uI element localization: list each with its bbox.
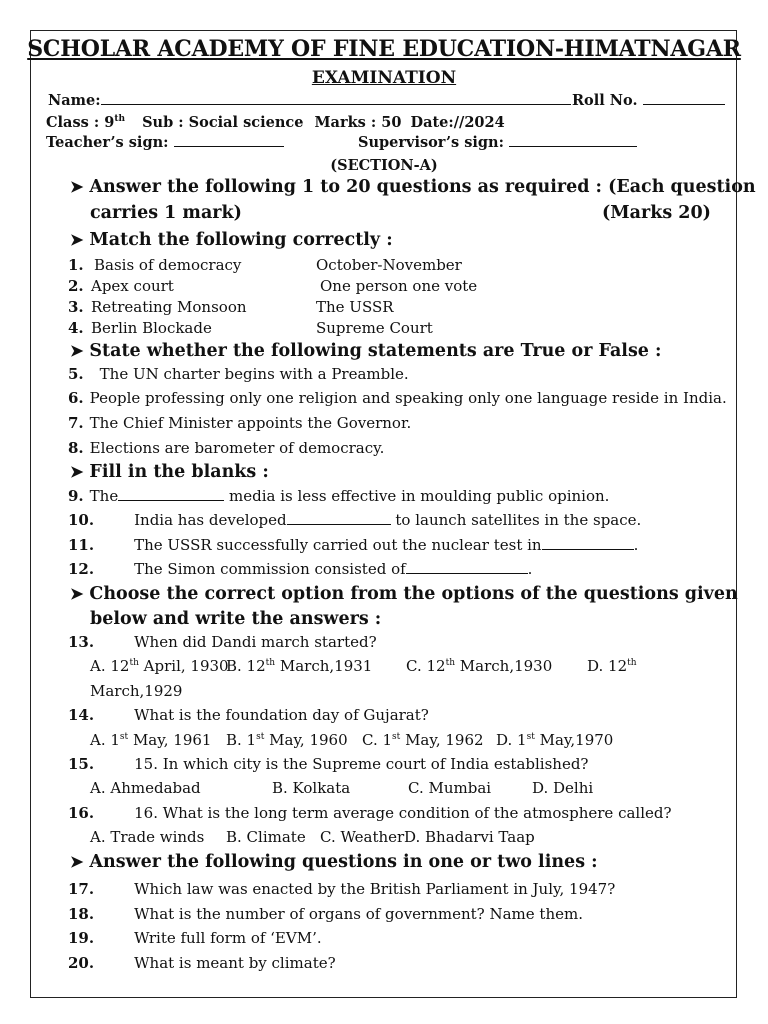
question-16: 16. 16. What is the long term average condition of the atmosphere called? xyxy=(68,804,672,822)
question-6: 6. People professing only one religion and speaking only one language reside in India. xyxy=(68,389,727,407)
arrow-icon: ➤ xyxy=(70,341,84,360)
section-label: (SECTION-A) xyxy=(330,157,438,174)
arrow-icon: ➤ xyxy=(70,462,84,481)
q16-option-a: A. Trade winds xyxy=(90,828,205,846)
q13-option-b: B. 12th March,1931 xyxy=(226,657,373,675)
q13-option-d-cont: March,1929 xyxy=(90,682,183,700)
instruction-choose: ➤ Choose the correct option from the options of the questions given xyxy=(70,584,738,604)
question-20: 20. What is meant by climate? xyxy=(68,954,336,972)
question-19: 19. Write full form of ‘EVM’. xyxy=(68,929,322,947)
instruction-choose-2: below and write the answers : xyxy=(90,609,382,629)
match-row: 4. xyxy=(68,319,84,337)
arrow-icon: ➤ xyxy=(70,230,84,249)
teacher-sign xyxy=(46,134,284,151)
name-blank xyxy=(101,93,571,105)
q13-option-c: C. 12th March,1930 xyxy=(406,657,553,675)
marks-label: Marks : 50 xyxy=(314,114,402,131)
date-label: Date://2024 xyxy=(410,114,505,131)
instruction-main-2: carries 1 mark) xyxy=(90,203,242,223)
question-8: 8. Elections are barometer of democracy. xyxy=(68,439,385,457)
match-right: Supreme Court xyxy=(316,319,433,337)
class-line: Class : 9th Sub : Social science Marks : 50 Date://2024 xyxy=(46,114,505,131)
match-row: 1. xyxy=(68,256,84,274)
arrow-icon: ➤ xyxy=(70,177,84,196)
q13-option-d: D. 12th xyxy=(587,657,637,675)
match-left: Retreating Monsoon xyxy=(91,298,247,316)
roll-blank xyxy=(643,93,725,105)
q15-option-a: A. Ahmedabad xyxy=(90,779,201,797)
subject-label: Sub : Social science xyxy=(142,114,304,131)
question-15: 15. 15. In which city is the Supreme court of India established? xyxy=(68,755,589,773)
question-17: 17. Which law was enacted by the British Parliament in July, 1947? xyxy=(68,880,616,898)
instruction-marks: (Marks 20) xyxy=(602,203,711,223)
class-label: Class : 9 xyxy=(46,114,115,131)
q14-option-b: B. 1st May, 1960 xyxy=(226,731,348,749)
question-18: 18. What is the number of organs of government? Name them. xyxy=(68,905,583,923)
question-14: 14. What is the foundation day of Gujarat? xyxy=(68,706,429,724)
question-12: 12. The Simon commission consisted of . xyxy=(68,560,533,578)
instruction-fill: ➤ Fill in the blanks : xyxy=(70,462,269,482)
match-right: The USSR xyxy=(316,298,394,316)
match-left: Berlin Blockade xyxy=(91,319,212,337)
supervisor-sign xyxy=(358,134,637,151)
roll-label: Roll No. xyxy=(572,92,638,109)
roll-field xyxy=(572,92,725,109)
question-10: 10. India has developed to launch satellites in the space. xyxy=(68,511,642,529)
match-right: One person one vote xyxy=(320,277,478,295)
q16-option-d: D. Bhadarvi Taap xyxy=(404,828,535,846)
q16-option-c: C. Weather xyxy=(320,828,405,846)
question-5: 5. The UN charter begins with a Preamble. xyxy=(68,365,409,383)
teacher-sign-label: Teacher’s sign: xyxy=(46,134,169,151)
supervisor-sign-blank xyxy=(509,135,637,147)
teacher-sign-blank xyxy=(174,135,284,147)
q14-option-d: D. 1st May,1970 xyxy=(496,731,614,749)
q16-option-b: B. Climate xyxy=(226,828,306,846)
school-title: SCHOLAR ACADEMY OF FINE EDUCATION-HIMATNAGAR xyxy=(27,36,741,62)
match-row: 3. xyxy=(68,298,84,316)
q14-option-a: A. 1st May, 1961 xyxy=(90,731,212,749)
question-9: 9. The media is less effective in moulding public opinion. xyxy=(68,487,610,505)
match-right: October-November xyxy=(316,256,462,274)
exam-title: EXAMINATION xyxy=(311,68,457,88)
q15-option-d: D. Delhi xyxy=(532,779,594,797)
match-row: 2. xyxy=(68,277,84,295)
instruction-main: ➤ Answer the following 1 to 20 questions as required : (Each question xyxy=(70,177,756,197)
question-7: 7. The Chief Minister appoints the Governor. xyxy=(68,414,412,432)
match-left: Basis of democracy xyxy=(94,256,242,274)
instruction-truefalse: ➤ State whether the following statements are True or False : xyxy=(70,341,662,361)
arrow-icon: ➤ xyxy=(70,584,84,603)
question-13: 13. When did Dandi march started? xyxy=(68,633,377,651)
q15-option-c: C. Mumbai xyxy=(408,779,492,797)
name-label: Name: xyxy=(48,92,101,109)
name-field xyxy=(48,92,571,109)
match-left: Apex court xyxy=(91,277,174,295)
q14-option-c: C. 1st May, 1962 xyxy=(362,731,484,749)
q15-option-b: B. Kolkata xyxy=(272,779,351,797)
q13-option-a: A. 12th April, 1930 xyxy=(90,657,229,675)
question-11: 11. The USSR successfully carried out the nuclear test in . xyxy=(68,536,639,554)
arrow-icon: ➤ xyxy=(70,852,84,871)
supervisor-sign-label: Supervisor’s sign: xyxy=(358,134,504,151)
instruction-match: ➤ Match the following correctly : xyxy=(70,230,393,250)
instruction-oneline: ➤ Answer the following questions in one or two lines : xyxy=(70,852,598,872)
